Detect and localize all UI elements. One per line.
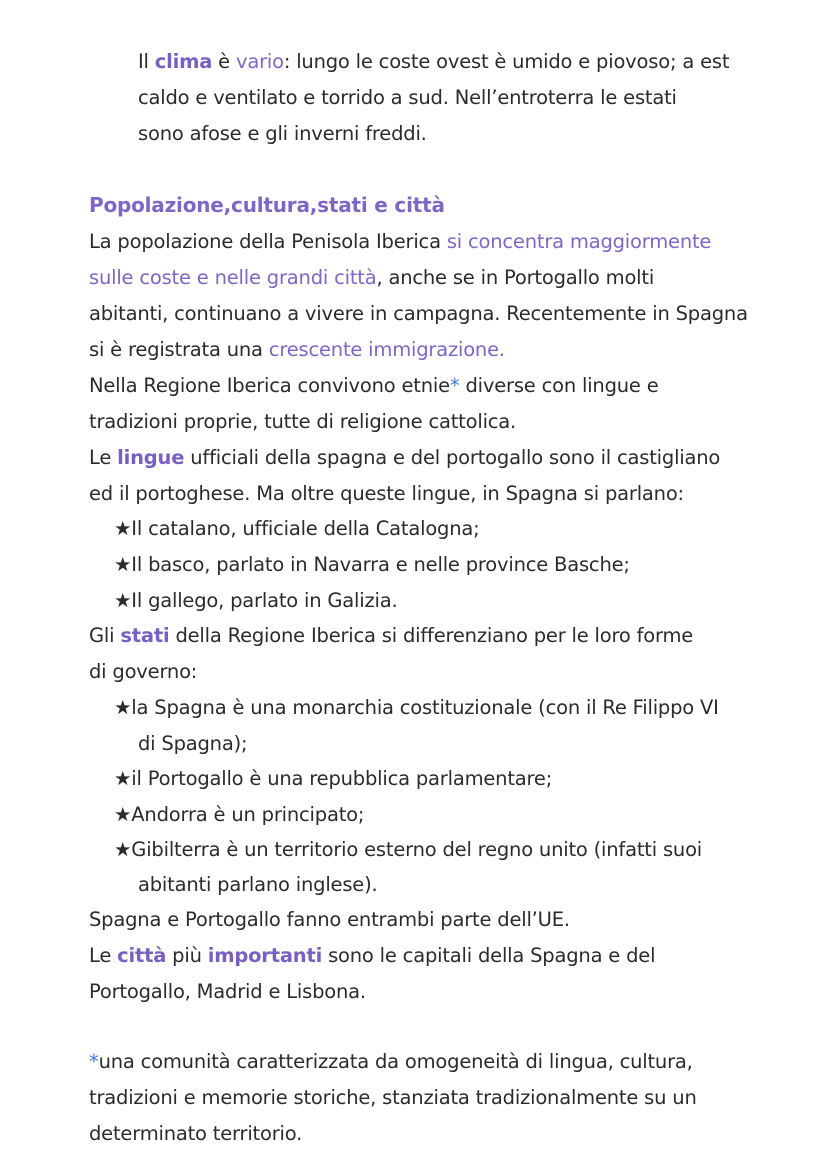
text: : lungo le coste ovest è umido e piovoso; a est — [283, 50, 730, 73]
text: Il — [138, 50, 155, 73]
etnie-line-2: tradizioni proprie, tutte di religione cattolica. — [89, 410, 517, 433]
list-item-text: la Spagna è una monarchia costituzionale (con il Re Filippo VI — [131, 696, 719, 719]
text: ufficiali della spagna e del portogallo sono il castigliano — [184, 446, 721, 469]
list-item — [114, 547, 630, 583]
list-item-text: Il gallego, parlato in Galizia. — [131, 589, 398, 612]
list-item-text: Il basco, parlato in Navarra e nelle province Basche; — [131, 553, 630, 576]
stati-line-2: di governo: — [89, 660, 198, 683]
etnie-line-1 — [89, 368, 659, 404]
popolazione-line-1 — [89, 224, 711, 260]
ue-line: Spagna e Portogallo fanno entrambi parte dell’UE. — [89, 908, 570, 931]
list-item — [114, 583, 398, 619]
popolazione-line-2 — [89, 260, 654, 296]
footnote-line-1 — [89, 1044, 693, 1080]
star-icon: ★ — [114, 803, 132, 826]
list-item — [114, 511, 480, 547]
list-item-continuation: di Spagna); — [138, 732, 248, 755]
footnote-marker: * — [449, 374, 460, 397]
lingue-line-2: ed il portoghese. Ma oltre queste lingue, in Spagna si parlano: — [89, 482, 684, 505]
text: Gli — [89, 624, 121, 647]
footnote-line-3: determinato territorio. — [89, 1122, 303, 1145]
text: Nella Regione Iberica convivono etnie — [89, 374, 450, 397]
keyword-importanti: importanti — [207, 944, 323, 967]
text: Le — [89, 944, 118, 967]
text: una comunità caratterizzata da omogeneità di lingua, cultura, — [98, 1050, 693, 1073]
list-item — [114, 690, 719, 726]
list-item — [114, 797, 364, 833]
clima-line-3: sono afose e gli inverni freddi. — [138, 122, 427, 145]
list-item — [114, 832, 702, 868]
footnote-line-2: tradizioni e memorie storiche, stanziata tradizionalmente su un — [89, 1086, 697, 1109]
star-icon: ★ — [114, 553, 132, 576]
highlight: sulle coste e nelle grandi città — [89, 266, 377, 289]
keyword-vario: vario — [235, 50, 284, 73]
text: si è registrata una — [89, 338, 269, 361]
keyword-citta: città — [117, 944, 167, 967]
text: , anche se in Portogallo molti — [376, 266, 655, 289]
popolazione-line-4 — [89, 332, 505, 368]
star-icon: ★ — [114, 589, 132, 612]
text: Le — [89, 446, 118, 469]
text: è — [212, 50, 236, 73]
list-item-text: Gibilterra è un territorio esterno del regno unito (infatti suoi — [131, 838, 703, 861]
list-item-text: Andorra è un principato; — [131, 803, 365, 826]
text: della Regione Iberica si differenziano per le loro forme — [169, 624, 694, 647]
keyword-clima: clima — [154, 50, 213, 73]
text: più — [166, 944, 208, 967]
citta-line-2: Portogallo, Madrid e Lisbona. — [89, 980, 366, 1003]
text: sono le capitali della Spagna e del — [322, 944, 656, 967]
list-item-continuation: abitanti parlano inglese). — [138, 873, 378, 896]
star-icon: ★ — [114, 696, 132, 719]
text: diverse con lingue e — [459, 374, 659, 397]
list-item — [114, 761, 552, 797]
lingue-line-1 — [89, 440, 720, 476]
footnote-marker: * — [89, 1050, 99, 1073]
keyword-lingue: lingue — [117, 446, 185, 469]
section-heading: Popolazione,cultura,stati e città — [89, 193, 445, 217]
text: La popolazione della Penisola Iberica — [89, 230, 447, 253]
stati-line-1 — [89, 618, 693, 654]
star-icon: ★ — [114, 767, 132, 790]
highlight: si concentra maggiormente — [446, 230, 712, 253]
citta-line-1 — [89, 938, 655, 974]
clima-line-1 — [138, 44, 729, 80]
highlight: crescente immigrazione. — [268, 338, 505, 361]
star-icon: ★ — [114, 517, 132, 540]
list-item-text: il Portogallo è una repubblica parlamentare; — [131, 767, 553, 790]
keyword-stati: stati — [120, 624, 170, 647]
list-item-text: Il catalano, ufficiale della Catalogna; — [131, 517, 480, 540]
popolazione-line-3: abitanti, continuano a vivere in campagna. Recentemente in Spagna — [89, 302, 748, 325]
star-icon: ★ — [114, 838, 132, 861]
clima-line-2: caldo e ventilato e torrido a sud. Nell’entroterra le estati — [138, 86, 677, 109]
